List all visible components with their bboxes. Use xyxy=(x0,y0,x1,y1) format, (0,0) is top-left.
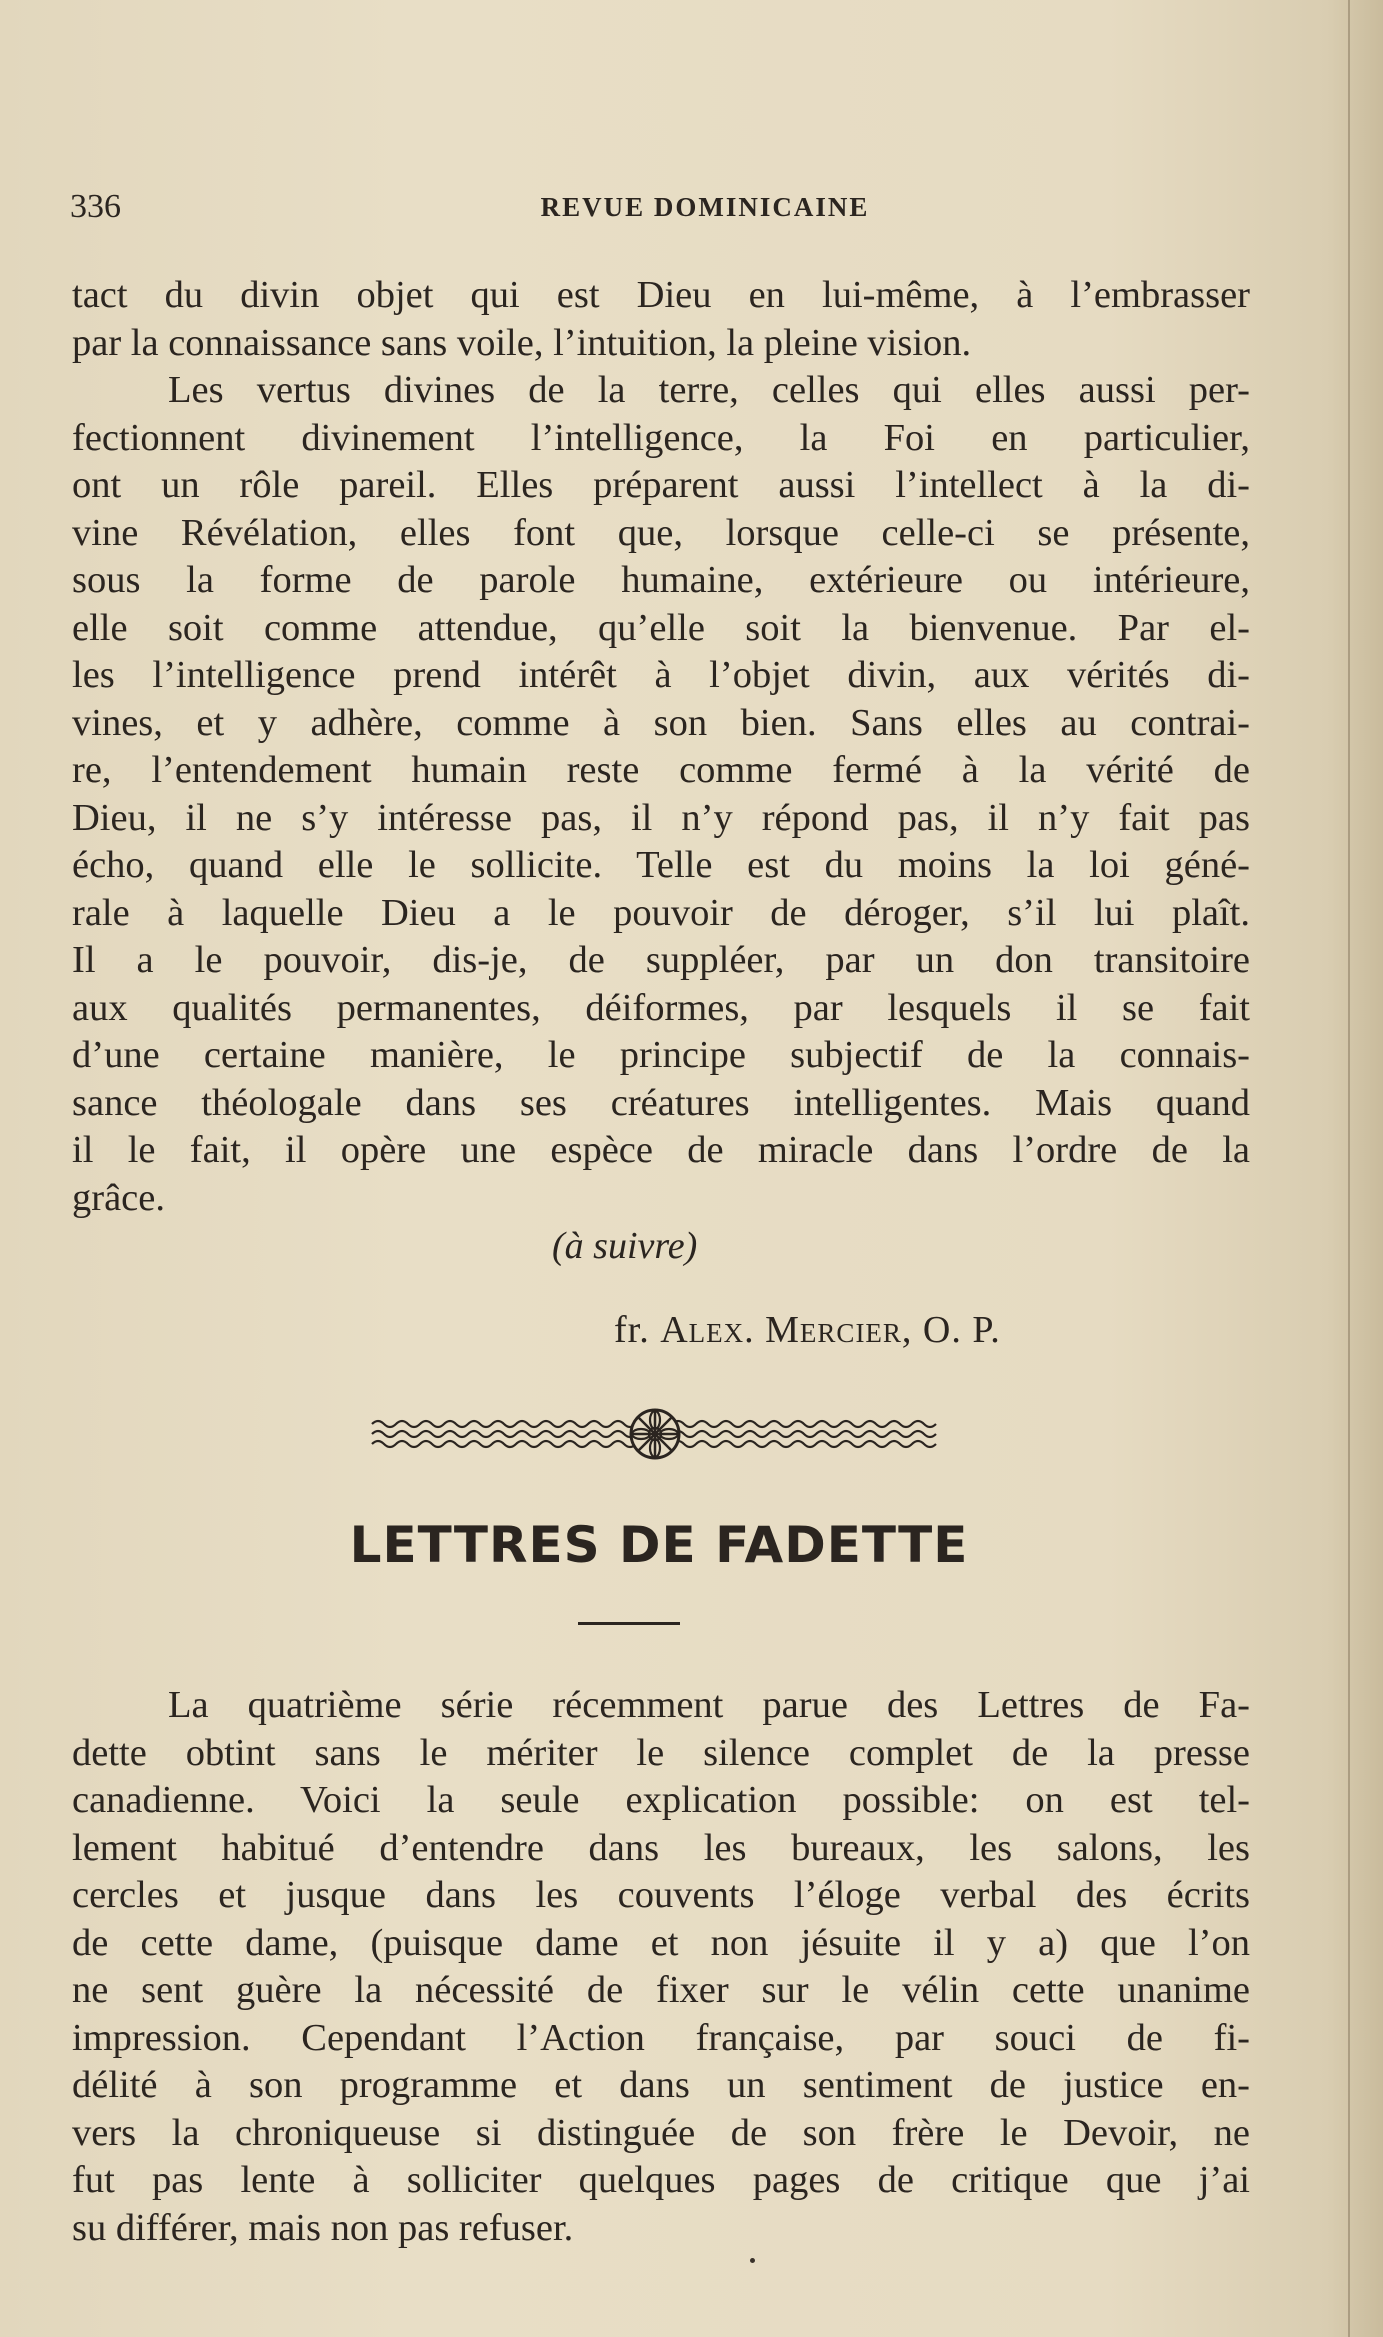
ink-speck xyxy=(750,2258,755,2263)
text-line: su différer, mais non pas refuser. xyxy=(72,2206,574,2249)
text-line: tact du divin objet qui est Dieu en lui-même, à l’embrasser xyxy=(72,274,1250,316)
text-line: Les vertus divines de la terre, celles qui elles aussi per- xyxy=(168,369,1250,411)
text-line: rale à laquelle Dieu a le pouvoir de déroger, s’il lui plaît. xyxy=(72,891,1250,934)
body-text-part2 xyxy=(72,1682,1250,2252)
text-line: il le fait, il opère une espèce de miracle dans l’ordre de la xyxy=(72,1129,1250,1171)
body-text-part1 xyxy=(72,272,1250,1222)
to-be-continued-note: (à suivre) xyxy=(552,1225,698,1267)
author-signature xyxy=(614,1308,1001,1352)
page-number: 336 xyxy=(70,188,121,225)
text-line: fectionnent divinement l’intelligence, la Foi en particulier, xyxy=(72,416,1250,459)
text-line: de cette dame, (puisque dame et non jésuite il y a) que l’on xyxy=(72,1921,1250,1964)
text-line: re, l’entendement humain reste comme fermé à la vérité de xyxy=(72,749,1250,791)
text-line: écho, quand elle le sollicite. Telle est du moins la loi géné- xyxy=(72,844,1250,886)
title-underline-rule xyxy=(578,1622,680,1625)
text-line: Il a le pouvoir, dis-je, de suppléer, par un don transitoire xyxy=(72,939,1250,981)
text-line: elle soit comme attendue, qu’elle soit la bienvenue. Par el- xyxy=(72,606,1250,649)
text-line: par la connaissance sans voile, l’intuition, la pleine vision. xyxy=(72,321,972,364)
signature-name: Alex. Mercier, O. P. xyxy=(660,1309,1001,1351)
text-line: canadienne. Voici la seule explication possible: on est tel- xyxy=(72,1779,1250,1821)
text-line: lement habitué d’entendre dans les bureaux, les salons, les xyxy=(72,1826,1250,1869)
text-line: d’une certaine manière, le principe subjectif de la connais- xyxy=(72,1034,1250,1076)
text-line: vine Révélation, elles font que, lorsque celle-ci se présente, xyxy=(72,511,1250,554)
text-line: grâce. xyxy=(72,1176,165,1219)
text-line: les l’intelligence prend intérêt à l’objet divin, aux vérités di- xyxy=(72,654,1250,696)
text-line: La quatrième série récemment parue des Lettres de Fa- xyxy=(168,1684,1250,1726)
text-line: délité à son programme et dans un sentiment de justice en- xyxy=(72,2064,1250,2106)
section-title: LETTRES DE FADETTE xyxy=(349,1516,969,1574)
running-head xyxy=(70,188,1300,228)
signature-prefix: fr. xyxy=(614,1309,650,1351)
text-line: sous la forme de parole humaine, extérieure ou intérieure, xyxy=(72,559,1250,601)
text-line: impression. Cependant l’Action française, par souci de fi- xyxy=(72,2016,1250,2059)
text-line: aux qualités permanentes, déiformes, par lesquels il se fait xyxy=(72,986,1250,1029)
text-line: Dieu, il ne s’y intéresse pas, il n’y répond pas, il n’y fait pas xyxy=(72,796,1250,839)
text-line: vines, et y adhère, comme à son bien. Sans elles au contrai- xyxy=(72,701,1250,744)
journal-title: REVUE DOMINICAINE xyxy=(540,192,870,222)
page-edge-shadow xyxy=(1348,0,1350,2337)
text-line: sance théologale dans ses créatures intelligentes. Mais quand xyxy=(72,1081,1250,1124)
text-line: fut pas lente à solliciter quelques pages de critique que j’ai xyxy=(72,2159,1250,2201)
text-line: ne sent guère la nécessité de fixer sur le vélin cette unanime xyxy=(72,1969,1250,2011)
flower-rosette-icon xyxy=(370,1406,940,1462)
text-line: cercles et jusque dans les couvents l’éloge verbal des écrits xyxy=(72,1874,1250,1916)
text-line: ont un rôle pareil. Elles préparent aussi l’intellect à la di- xyxy=(72,464,1250,506)
text-line: dette obtint sans le mériter le silence complet de la presse xyxy=(72,1731,1250,1774)
text-line: vers la chroniqueuse si distinguée de son frère le Devoir, ne xyxy=(72,2111,1250,2154)
